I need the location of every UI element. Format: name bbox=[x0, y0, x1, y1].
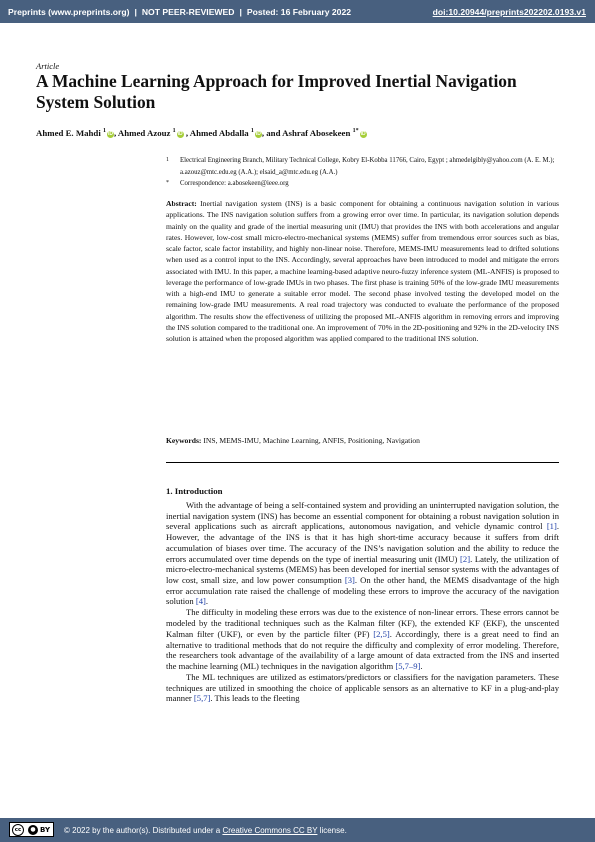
body-paragraph bbox=[166, 500, 559, 607]
body-paragraph bbox=[166, 607, 559, 671]
author-separator: , and bbox=[261, 128, 283, 138]
cc-icon: cc bbox=[12, 824, 24, 836]
posted-date: Posted: 16 February 2022 bbox=[246, 7, 352, 17]
body-text: . On the other hand, the MEMS disadvantage of the high error accumulation rate raised the challenge of modeling these errors to improve the accuracy of the navigation solution bbox=[166, 574, 559, 607]
affiliation-marker: 1 bbox=[102, 128, 106, 135]
body-text: . This leads to the fleeting bbox=[210, 693, 300, 704]
license-footer bbox=[0, 818, 595, 842]
author-name: Ashraf Abosekeen $^{1*}$ iD bbox=[282, 128, 366, 138]
citation-link[interactable]: [4] bbox=[195, 596, 206, 607]
author-name: Ahmed Azouz $^1$ iD bbox=[117, 128, 183, 138]
body-text: . However, the advantage of the INS is that it has high short-time accuracy because it suffers from drift accumulation of biases over time. The accuracy of the INS’s navigation solution and the ability to reduce the errors accumulated over time depends on the type of inertial measuring unit (IMU) bbox=[166, 521, 559, 564]
affiliation-item bbox=[166, 155, 566, 178]
introduction-body bbox=[166, 500, 559, 705]
site-link[interactable]: Preprints (www.preprints.org) bbox=[8, 7, 130, 17]
license-suffix: license. bbox=[317, 826, 347, 835]
article-type: Article bbox=[36, 61, 60, 71]
affiliation-marker: 1 bbox=[172, 128, 176, 135]
preprint-banner bbox=[0, 0, 595, 23]
affiliation-mark: * bbox=[166, 180, 169, 186]
orcid-icon[interactable]: iD bbox=[360, 131, 366, 137]
keywords-label: Keywords: bbox=[166, 436, 202, 445]
body-text: With the advantage of being a self-contained system and providing an uninterrupted navigation solution, the inertial navigation system (INS) has become an essential component for obtaining a robust navigation solution in several applications such as aircraft applications, autonomous navigation, and vehicle dynamic control bbox=[166, 500, 559, 532]
affiliation-marker: 1* bbox=[352, 128, 359, 135]
banner-separator: | bbox=[134, 7, 137, 17]
divider bbox=[166, 462, 559, 463]
affiliation-text: Electrical Engineering Branch, Military Technical College, Kobry El-Kobba 11766, Cairo, Egypt ; ahmedelgibly@yahoo.com (A. E. M.); a.azouz@mtc.edu.eg (A.A.); elsaid_a@mtc.edu.eg (A.A.) bbox=[180, 157, 555, 176]
citation-link[interactable]: [1] bbox=[546, 521, 557, 532]
abstract-label: Abstract: bbox=[166, 199, 197, 208]
citation-link[interactable]: [5,7–9] bbox=[395, 660, 421, 671]
author-separator: , bbox=[183, 128, 190, 138]
abstract bbox=[166, 198, 559, 344]
citation-link[interactable]: [5,7] bbox=[193, 693, 211, 704]
author-separator: , bbox=[113, 128, 118, 138]
body-text: The difficulty in modeling these errors was due to the existence of non-linear errors. These errors cannot be modeled by the traditional techniques such as the Kalman filter (KF), the extended KF (EKF), the unscented Kalman filter (UKF), or even by the particle filter (PF) bbox=[166, 607, 559, 639]
citation-link[interactable]: [3] bbox=[344, 574, 355, 585]
affiliation-text: Correspondence: a.abosekeen@ieee.org bbox=[180, 180, 289, 187]
orcid-icon[interactable]: iD bbox=[255, 131, 261, 137]
citation-link[interactable]: [2,5] bbox=[373, 628, 390, 639]
license-text bbox=[64, 826, 347, 835]
by-label: BY bbox=[40, 825, 51, 834]
orcid-icon[interactable]: iD bbox=[107, 131, 113, 137]
citation-link[interactable]: [2] bbox=[460, 553, 471, 564]
abstract-text: Inertial navigation system (INS) is a basic component for obtaining a continuous navigation solution in various applications. The INS navigation solution suffers from a growing error over time. In particular, its navigation solution depends mainly on the quality and grade of the inertial measuring unit (IMU) that provides the INS with both accelerations and angular rates. However, low-cost small micro-electro-mechanical systems (MEMS) suffer from tremendous error sources such as bias, scale factor, scale factor instability, and highly non-linear noise. Therefore, MEMS-IMU measurements lead to drifted solutions when used as a control input to the INS. Accordingly, several approaches have been introduced to model and mitigate the errors associated with IMU. In this paper, a machine learning-based adaptive neuro-fuzzy inference system (ML-ANFIS) is proposed to leverage the performance of low-grade IMUs in two phases. The first phase is training 50% of the low-grade IMU measurements with a high-end IMU to generate a suitable error model. The second phase involved testing the developed model on the remaining low-grade IMU measurements. A real road trajectory was conducted to evaluate the performance of the proposed algorithm. The results show the effectiveness of utilizing the proposed ML-ANFIS algorithm in removing errors and improving the INS solution compared to the traditional one. An improvement of 70% in the 2D-positioning and 92% in the 2D-velocity INS solution is attained when the proposed algorithm was applied compared to the traditional INS solution. bbox=[166, 199, 559, 343]
peer-review-status: NOT PEER-REVIEWED bbox=[141, 7, 235, 17]
body-paragraph bbox=[166, 672, 559, 704]
affiliation-marker: 1 bbox=[250, 128, 254, 135]
affiliation-mark: 1 bbox=[166, 157, 169, 163]
banner-separator: | bbox=[239, 7, 242, 17]
author-name: Ahmed E. Mahdi $^1$ iD bbox=[36, 128, 113, 138]
keywords bbox=[166, 436, 559, 445]
body-text: The ML techniques are utilized as estimators/predictors or classifiers for the navigation parameters. These techniques are utilized in smoothing the choice of applicable sensors as an alternative to KF in a plug-and-play manner bbox=[166, 672, 559, 704]
section-heading: 1. Introduction bbox=[166, 486, 223, 496]
affiliation-item bbox=[166, 178, 566, 190]
body-text: . bbox=[420, 660, 423, 671]
keywords-text: INS, MEMS-IMU, Machine Learning, ANFIS, Positioning, Navigation bbox=[203, 436, 420, 445]
license-prefix: © 2022 by the author(s). Distributed under a bbox=[64, 826, 223, 835]
body-text: . Lately, the utilization of micro-electro-mechanical systems (MEMS) has been developed for inertial sensor systems with the advantages of low cost, small size, and low power consumption bbox=[166, 553, 559, 585]
body-text: . Accordingly, there is a great need to find an alternative to traditional methods that do not require the difficulty and complexity of error modeling. Therefore, the researchers took advantage of the availability of a large amount of data extracted from the INS and inserted the machine learning (ML) techniques in the navigation algorithm bbox=[166, 628, 559, 671]
author-list bbox=[36, 128, 566, 138]
banner-left bbox=[8, 7, 351, 17]
doi-link[interactable]: doi:10.20944/preprints202202.0193.v1 bbox=[432, 7, 586, 17]
orcid-icon[interactable]: iD bbox=[177, 131, 183, 137]
paper-title: A Machine Learning Approach for Improved Inertial Navigation System Solution bbox=[36, 71, 517, 112]
body-text: . bbox=[205, 596, 209, 607]
author-name: Ahmed Abdalla $^1$ iD bbox=[189, 128, 261, 138]
cc-by-badge[interactable] bbox=[9, 822, 54, 837]
affiliations bbox=[166, 155, 566, 190]
license-link[interactable]: Creative Commons CC BY bbox=[222, 826, 318, 835]
by-attribution-icon: ● bbox=[28, 825, 38, 835]
